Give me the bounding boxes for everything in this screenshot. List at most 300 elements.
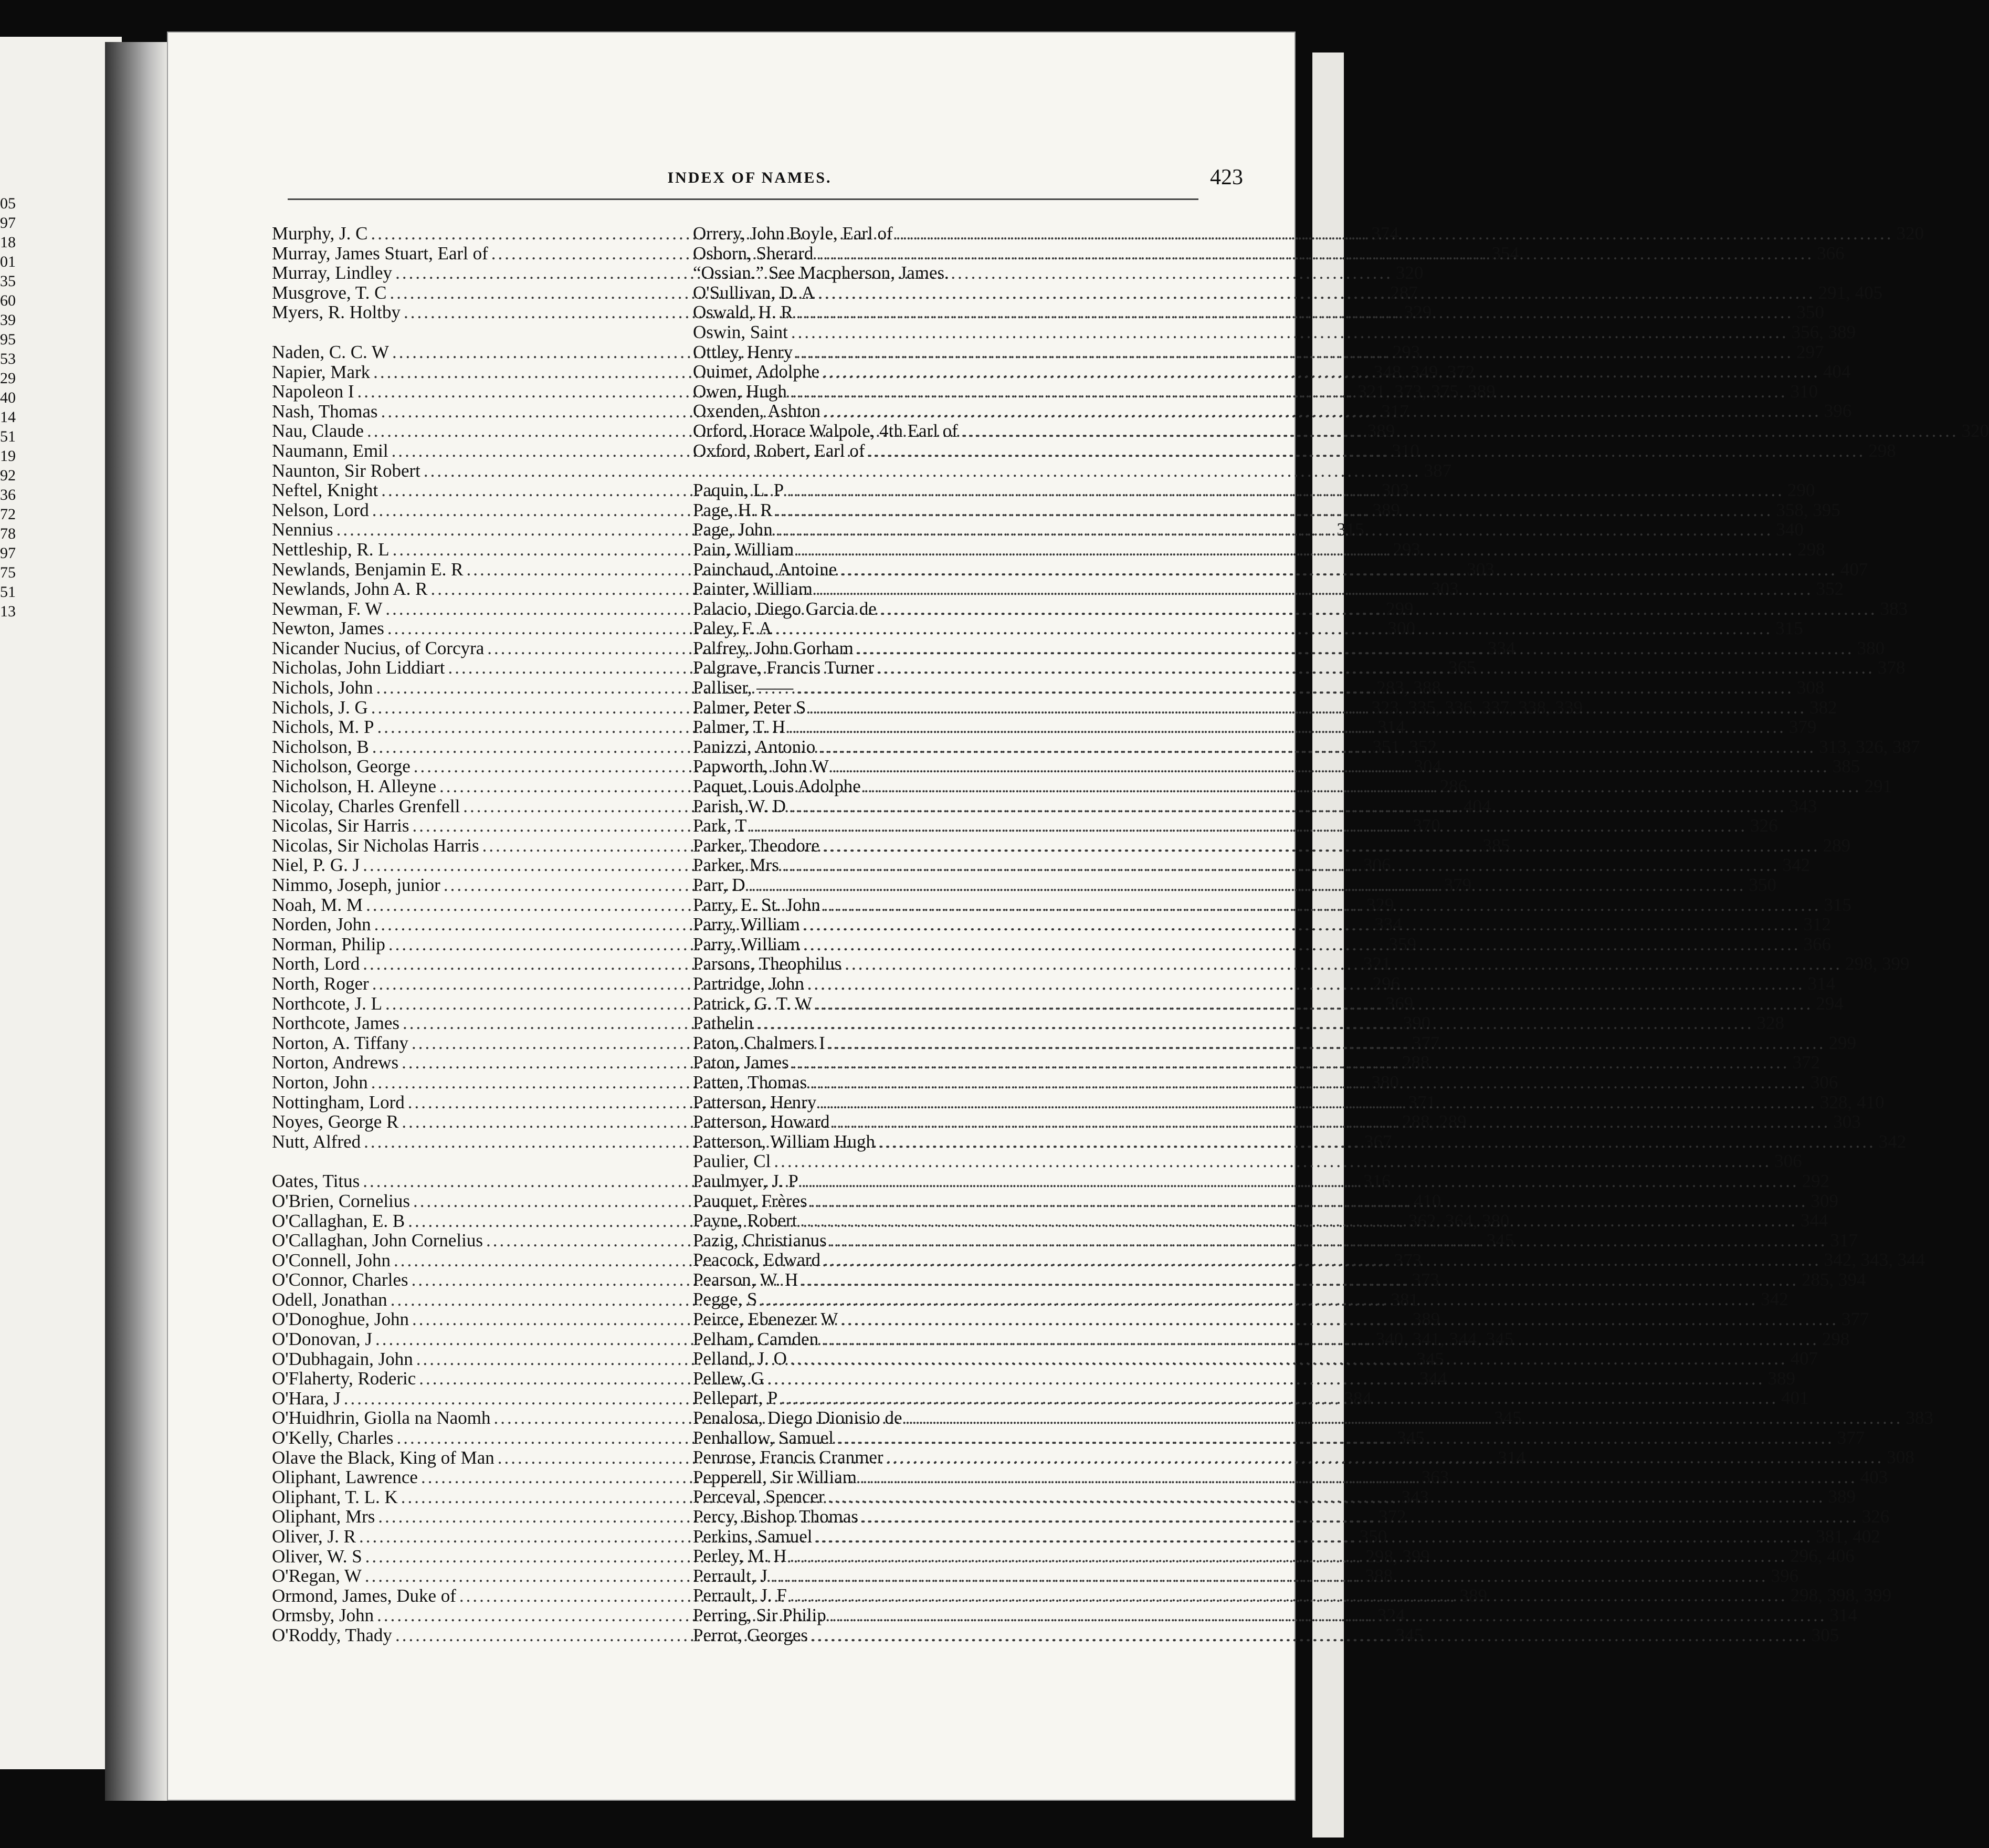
entry-pages: 294 xyxy=(1816,993,1844,1014)
entry-name: Parker, Mrs xyxy=(693,855,779,876)
entry-pages: 389 xyxy=(1767,1368,1796,1389)
entry-pages: 340, 341, 344, 345 xyxy=(1375,1329,1514,1350)
entry-name: O'Dubhagain, John xyxy=(272,1348,413,1369)
entry-pages: 388 xyxy=(1365,1566,1393,1587)
entry-name: Pazig, Christianus xyxy=(693,1230,827,1251)
entry-pages: 351, 352 xyxy=(1372,736,1437,757)
entry-pages: 299 xyxy=(1386,598,1414,619)
entry-name: Park, T xyxy=(693,815,747,836)
entry-pages: 410 xyxy=(1413,1190,1441,1211)
entry-name: Perley, M. H xyxy=(693,1546,787,1567)
leader-dots xyxy=(861,776,1865,796)
entry-pages: 321, 373, 375, 389 xyxy=(1357,381,1496,402)
entry-name: Naunton, Sir Robert xyxy=(272,460,420,481)
leader-dots xyxy=(787,1546,1791,1566)
entry-pages: 306 xyxy=(1774,1151,1802,1172)
leader-dots xyxy=(812,1527,1816,1547)
leader-dots xyxy=(800,934,1804,954)
entry-name: Osborn, Sherard xyxy=(693,243,814,264)
facing-page-fragment: 53 xyxy=(0,350,16,368)
leader-dots xyxy=(818,1329,1822,1349)
entry-name: Nottingham, Lord xyxy=(272,1091,405,1112)
entry-name: Northcote, James xyxy=(272,1013,399,1034)
entry-pages: 317 xyxy=(1381,401,1409,422)
entry-pages: 363 xyxy=(1421,1467,1449,1488)
entry-name: Pelland, J. O xyxy=(693,1348,787,1369)
entry-pages: 380 xyxy=(1371,1072,1399,1093)
entry-pages: 372 xyxy=(1378,1506,1406,1527)
leader-dots xyxy=(874,658,1878,678)
facing-page-fragment: 97 xyxy=(0,214,16,232)
entry-pages: 389 xyxy=(1367,421,1395,442)
entry-pages: 300 xyxy=(1387,618,1416,639)
entry-pages: 303 xyxy=(1431,579,1459,600)
entry-pages: 298, 399 xyxy=(1845,953,1910,974)
entry-name: Penalosa, Diego Dionisio de xyxy=(693,1408,902,1429)
entry-name: Patrick, G. T. W xyxy=(693,993,813,1014)
entry-pages: 340 xyxy=(1776,519,1804,540)
leader-dots xyxy=(865,441,1869,461)
entry-name: Nennius xyxy=(272,519,333,540)
entry-pages: 285, 394 xyxy=(1802,1269,1866,1290)
entry-name: Newman, F. W xyxy=(272,598,383,619)
entry-pages: 401 xyxy=(1781,1388,1809,1409)
entry-pages: 317 xyxy=(1830,1230,1858,1251)
entry-pages: 407 xyxy=(1790,1348,1818,1369)
index-entry xyxy=(693,321,1856,342)
entry-name: Nicholas, John Liddiart xyxy=(272,657,445,678)
entry-name: Ormsby, John xyxy=(272,1605,374,1626)
entry-pages: 373 xyxy=(1412,1269,1439,1290)
entry-name: Perrot, Georges xyxy=(693,1624,808,1645)
leader-dots xyxy=(958,421,1962,441)
entry-name: Pauquet, Frères xyxy=(693,1190,807,1211)
entry-pages: 407 xyxy=(1840,559,1868,580)
entry-name: Newlands, Benjamin E. R xyxy=(272,559,464,580)
entry-pages: 371 xyxy=(1408,1091,1436,1112)
leader-dots xyxy=(893,224,1897,244)
entry-name: Nimmo, Joseph, junior xyxy=(272,875,440,895)
leader-dots xyxy=(820,401,1824,421)
leader-dots xyxy=(798,1171,1802,1191)
entry-name: Orford, Horace Walpole, 4th Earl of xyxy=(693,420,958,441)
entry-name: Painter, William xyxy=(693,579,813,600)
entry-pages: 359 xyxy=(1388,933,1417,954)
entry-pages: 312 xyxy=(1803,914,1831,935)
leader-dots xyxy=(813,244,1817,264)
entry-name: Parry, E. St. John xyxy=(693,894,820,915)
entry-name: O'Brien, Cornelius xyxy=(272,1190,410,1211)
entry-pages: 303 xyxy=(1467,559,1495,580)
entry-name: Nau, Claude xyxy=(272,421,364,442)
index-page xyxy=(167,32,1989,1801)
leader-dots xyxy=(773,520,1776,540)
entry-name: O'Callaghan, John Cornelius xyxy=(272,1230,483,1251)
entry-name: Naden, C. C. W xyxy=(272,341,389,362)
entry-name: Pathelin xyxy=(693,1013,753,1034)
entry-pages: 293 xyxy=(1393,539,1420,560)
entry-name: Peacock, Edward xyxy=(693,1250,820,1270)
leader-dots xyxy=(825,1487,1828,1507)
entry-name: Pegge, S xyxy=(693,1289,757,1310)
entry-name: Oxenden, Ashton xyxy=(693,401,821,422)
page-title: INDEX OF NAMES. xyxy=(667,169,832,186)
facing-page-fragment: 14 xyxy=(0,408,16,426)
leader-dots xyxy=(875,1132,1879,1152)
facing-page-fragment: 72 xyxy=(0,506,16,523)
entry-name: Peirce, Ebenezer W xyxy=(693,1309,838,1330)
entry-pages: 315 xyxy=(1775,618,1803,639)
entry-pages: 313, 326, 387 xyxy=(1819,736,1920,757)
entry-pages: 306 xyxy=(1363,855,1391,876)
entry-pages: 380 xyxy=(1857,637,1885,658)
entry-name: Pelham, Camden xyxy=(693,1328,819,1349)
entry-pages: 389 xyxy=(1459,1585,1488,1606)
facing-page-fragment: 51 xyxy=(0,428,16,445)
leader-dots xyxy=(830,1112,1834,1132)
entry-pages: 296 xyxy=(1372,973,1400,994)
entry-name: Parr, D xyxy=(693,875,745,895)
entry-name: Papworth, John W xyxy=(693,756,829,777)
entry-name: Ottley, Henry xyxy=(693,341,793,362)
entry-pages: 366 xyxy=(1817,243,1845,264)
facing-page-fragment: 60 xyxy=(0,292,16,309)
header-rule xyxy=(288,198,1198,200)
leader-dots xyxy=(808,1625,1812,1645)
leader-dots xyxy=(771,1151,1774,1171)
entry-name: Penhallow, Samuel xyxy=(693,1427,834,1448)
entry-name: Nicolas, Sir Harris xyxy=(272,815,409,836)
entry-pages: 292 xyxy=(1802,1170,1830,1191)
entry-pages: 354 xyxy=(1491,243,1520,264)
entry-pages: 298 xyxy=(1822,1328,1850,1349)
entry-pages: 324 xyxy=(1377,1605,1405,1626)
entry-pages: 291, 405 xyxy=(1818,282,1883,303)
entry-name: Nicholson, B xyxy=(272,736,369,757)
leader-dots xyxy=(902,1408,1906,1428)
entry-name: Nicholson, George xyxy=(272,756,411,777)
entry-pages: 404 xyxy=(1464,795,1491,816)
entry-name: Pain, William xyxy=(693,539,794,560)
entry-name: Oliver, W. S xyxy=(272,1546,362,1567)
leader-dots xyxy=(773,500,1776,520)
entry-name: Nutt, Alfred xyxy=(272,1131,361,1152)
entry-pages: 343 xyxy=(1789,795,1817,816)
entry-pages: 377 xyxy=(1412,1032,1440,1053)
index-entry xyxy=(693,1151,1802,1172)
entry-pages: 299 xyxy=(1828,1032,1857,1053)
entry-name: Pearson, W. H xyxy=(693,1269,798,1290)
leader-dots xyxy=(815,283,1818,303)
entry-pages: 345 xyxy=(1486,1230,1514,1251)
leader-dots xyxy=(829,757,1833,776)
entry-name: Norton, John xyxy=(272,1072,368,1093)
entry-name: Paton, Chalmers I xyxy=(693,1032,825,1053)
entry-name: “Ossian.” See Macpherson, James. xyxy=(693,262,949,284)
facing-page-fragment: 01 xyxy=(0,253,16,270)
entry-name: Paley, F. A xyxy=(693,618,772,639)
entry-name: Nicolas, Sir Nicholas Harris xyxy=(272,835,479,856)
leader-dots xyxy=(841,954,1845,974)
entry-name: O'Hara, J xyxy=(272,1388,341,1409)
entry-name: O'Donoghue, John xyxy=(272,1309,409,1330)
entry-pages: 389 xyxy=(1828,1486,1856,1507)
leader-dots xyxy=(825,1033,1829,1053)
leader-dots xyxy=(804,974,1808,994)
entry-pages: 350 xyxy=(1796,302,1824,323)
leader-dots xyxy=(794,540,1797,560)
leader-dots xyxy=(858,1507,1862,1527)
leader-dots xyxy=(819,362,1823,382)
entry-name: Olave the Black, King of Man xyxy=(272,1447,494,1468)
entry-name: O'Huidhrin, Giolla na Naomh xyxy=(272,1408,491,1429)
entry-name: Panizzi, Antonio xyxy=(693,736,816,757)
entry-pages: 344 xyxy=(1419,1368,1447,1389)
entry-pages: 328, 410 xyxy=(1819,1091,1885,1112)
entry-name: Oates, Titus xyxy=(272,1171,360,1192)
entry-name: Nash, Thomas xyxy=(272,401,378,422)
leader-dots xyxy=(757,1289,1761,1309)
entry-name: Oliver, J. R xyxy=(272,1526,356,1547)
entry-name: Nelson, Lord xyxy=(272,499,369,520)
entry-name: Norman, Philip xyxy=(272,933,385,954)
entry-pages: 384 xyxy=(1344,1388,1372,1409)
entry-pages: 314 xyxy=(1377,717,1405,738)
entry-name: O'Connell, John xyxy=(272,1250,391,1270)
entry-pages: 315 xyxy=(1336,519,1364,540)
leader-dots xyxy=(816,1093,1820,1112)
book-gutter xyxy=(105,42,168,1801)
entry-pages: 345 xyxy=(1395,1624,1424,1645)
facing-page-fragment: 51 xyxy=(0,583,16,601)
entry-name: Oliphant, Mrs xyxy=(272,1506,375,1527)
entry-pages: 316 xyxy=(1363,1171,1391,1192)
leader-dots xyxy=(767,1566,1771,1586)
entry-pages: 365 xyxy=(1448,657,1476,678)
leader-dots xyxy=(812,994,1816,1014)
facing-page-fragment: 92 xyxy=(0,467,16,484)
entry-pages: 320 xyxy=(1395,262,1424,284)
entry-name: Myers, R. Holtby xyxy=(272,302,401,323)
entry-name: Nicholson, H. Alleyne xyxy=(272,776,437,797)
leader-dots xyxy=(746,816,1750,836)
entry-name: Ormond, James, Duke of xyxy=(272,1585,456,1606)
entry-name: Murphy, J. C xyxy=(272,223,368,244)
leader-dots xyxy=(787,382,1791,402)
entry-pages: 345 xyxy=(1397,1427,1425,1448)
page-number: 423 xyxy=(1210,165,1243,190)
entry-name: Nicander Nucius, of Corcyra xyxy=(272,637,485,658)
entry-pages: 303 xyxy=(1381,480,1409,501)
entry-pages: 329 xyxy=(1366,894,1394,915)
entry-pages: 390 xyxy=(1403,1013,1431,1034)
entry-name: Perrault, J. F xyxy=(693,1585,787,1606)
entry-pages: 320 xyxy=(1896,223,1924,244)
leader-dots xyxy=(820,1250,1824,1270)
entry-pages: 314 xyxy=(1807,973,1836,994)
entry-name: Owen, Hugh xyxy=(693,381,787,402)
entry-pages: 383 xyxy=(1880,598,1908,619)
entry-name: Nettleship, R. L xyxy=(272,539,390,560)
leader-dots xyxy=(877,599,1880,619)
leader-dots xyxy=(857,1467,1860,1487)
entry-name: Murray, James Stuart, Earl of xyxy=(272,243,488,264)
entry-name: Noah, M. M xyxy=(272,894,363,915)
entry-name: Paquin, L. P xyxy=(693,480,784,501)
entry-pages: 373 xyxy=(1394,1250,1422,1270)
leader-dots xyxy=(793,342,1796,362)
entry-name: Pellew, G xyxy=(693,1368,764,1389)
leader-dots xyxy=(800,915,1804,934)
entry-pages: 372 xyxy=(1792,1052,1820,1073)
leader-dots xyxy=(788,322,1792,342)
entry-pages: 308 xyxy=(1796,677,1825,698)
entry-pages: 396 xyxy=(1824,401,1852,422)
entry-name: Payne, Robert xyxy=(693,1210,797,1231)
entry-pages: 326 xyxy=(1750,815,1778,836)
entry-name: Nicolay, Charles Grenfell xyxy=(272,795,460,816)
entry-pages: 389 xyxy=(1412,1309,1440,1330)
facing-page-fragment: 18 xyxy=(0,234,16,251)
entry-name: Patten, Thomas xyxy=(693,1072,807,1093)
facing-page-fragment: 19 xyxy=(0,447,16,465)
entry-pages: 367 xyxy=(1364,1131,1392,1152)
entry-name: Palgrave, Francis Turner xyxy=(693,657,875,678)
entry-pages: 382 xyxy=(1809,697,1837,718)
entry-pages: 334 xyxy=(1374,914,1402,935)
entry-pages: 369 xyxy=(1385,993,1414,1014)
entry-name: Percy, Bishop Thomas xyxy=(693,1506,858,1527)
entry-name: Oswin, Saint xyxy=(693,321,788,342)
facing-page-edge xyxy=(0,37,122,1769)
entry-name: Palmer, Peter S xyxy=(693,697,806,718)
entry-name: O'Donovan, J xyxy=(272,1329,373,1350)
leader-dots xyxy=(819,836,1823,856)
entry-name: Northcote, J. L xyxy=(272,993,382,1014)
leader-dots xyxy=(807,1073,1811,1093)
entry-pages: 385 xyxy=(1482,835,1510,856)
entry-pages: 379 xyxy=(1788,717,1817,738)
leader-dots xyxy=(854,638,1857,658)
entry-pages: 303 xyxy=(1833,1111,1861,1132)
entry-pages: 345 xyxy=(1494,1408,1522,1429)
entry-pages: 342 xyxy=(1761,1289,1788,1310)
entry-name: Palfrey, John Gorham xyxy=(693,637,854,658)
entry-name: Patterson, William Hugh xyxy=(693,1131,875,1152)
entry-name: Parsons, Theophilus xyxy=(693,953,842,974)
entry-pages: 383 xyxy=(1906,1408,1933,1429)
leader-dots xyxy=(779,855,1783,875)
leader-dots xyxy=(787,1586,1791,1605)
entry-name: Oswald, H. R xyxy=(693,302,793,323)
letter-section-gap xyxy=(693,460,1084,480)
entry-pages: 308 xyxy=(1887,1447,1914,1468)
facing-page-fragment: 78 xyxy=(0,525,16,542)
entry-pages: 381 xyxy=(1391,1289,1418,1310)
leader-dots xyxy=(834,1428,1837,1448)
leader-dots xyxy=(813,579,1816,599)
facing-page-fragment: 97 xyxy=(0,544,16,562)
leader-dots xyxy=(753,1013,1757,1033)
entry-pages: 289 xyxy=(1823,835,1851,856)
entry-pages: 356, 389 xyxy=(1791,321,1856,342)
entry-pages: 387 xyxy=(1424,460,1452,481)
entry-pages: 344 xyxy=(1801,1210,1828,1231)
facing-page-fragment: 05 xyxy=(0,195,16,212)
entry-pages: 283, 388 xyxy=(1376,677,1441,698)
facing-page-fragment: 35 xyxy=(0,272,16,290)
entry-name: Neftel, Knight xyxy=(272,480,378,501)
entry-name: Paton, James xyxy=(693,1052,789,1073)
entry-name: Parish, W. D xyxy=(693,795,786,816)
entry-pages: 314 xyxy=(1829,1604,1858,1625)
entry-name: Nichols, J. G xyxy=(272,697,368,718)
entry-name: Oliphant, T. L. K xyxy=(272,1486,398,1507)
entry-pages: 298, 398, 399 xyxy=(1790,1585,1892,1606)
entry-name: Naumann, Emil xyxy=(272,440,388,461)
leader-dots xyxy=(785,717,1789,737)
entry-name: Perkins, Samuel xyxy=(693,1526,813,1547)
entry-pages: 358, 395 xyxy=(1776,499,1840,520)
leader-dots xyxy=(815,737,1819,757)
entry-name: Noyes, George R xyxy=(272,1111,399,1132)
entry-pages: 377 xyxy=(1841,1309,1869,1330)
entry-pages: 287 xyxy=(1390,282,1418,303)
entry-pages: 370 xyxy=(1413,815,1440,836)
entry-pages: 350 xyxy=(1359,1526,1387,1547)
facing-page-fragment: 36 xyxy=(0,486,16,503)
running-header xyxy=(167,165,1296,190)
entry-pages: 306 xyxy=(1810,1072,1838,1093)
entry-pages: 342 xyxy=(1782,855,1811,876)
entry-pages: 379 xyxy=(1444,875,1472,895)
leader-dots xyxy=(797,1211,1801,1231)
facing-page-fragment: 40 xyxy=(0,389,16,406)
entry-name: Niel, P. G. J xyxy=(272,855,360,876)
entry-name: Paulier, Cl xyxy=(693,1151,771,1172)
facing-page-fragment: 75 xyxy=(0,564,16,581)
leader-dots xyxy=(787,1349,1791,1369)
entry-name: Murray, Lindley xyxy=(272,262,393,284)
leader-dots xyxy=(883,1447,1887,1467)
leader-dots xyxy=(793,678,1797,698)
entry-name: O'Callaghan, E. B xyxy=(272,1210,405,1231)
entry-name: Patterson, Howard xyxy=(693,1111,830,1132)
leader-dots xyxy=(798,1270,1802,1290)
leader-dots xyxy=(806,698,1809,718)
entry-name: Paquet, Louis Adolphe xyxy=(693,776,861,797)
entry-name: Napoleon I xyxy=(272,381,354,402)
entry-name: Perring, Sir Philip xyxy=(693,1604,826,1625)
leader-dots xyxy=(807,1191,1811,1211)
entry-name: Oliphant, Lawrence xyxy=(272,1467,418,1488)
entry-name: Parry, William xyxy=(693,914,800,935)
entry-name: Partridge, John xyxy=(693,973,804,994)
entry-pages: 321 xyxy=(1363,953,1391,974)
entry-name: O'Regan, W xyxy=(272,1566,362,1587)
entry-pages: 298 xyxy=(1868,440,1896,461)
entry-name: Nichols, M. P xyxy=(272,717,374,738)
entry-name: Napier, Mark xyxy=(272,361,371,382)
entry-name: O'Roddy, Thady xyxy=(272,1624,392,1645)
entry-name: Page, John xyxy=(693,519,773,540)
entry-pages: 298 xyxy=(1797,539,1825,560)
entry-pages: 309 xyxy=(1811,1190,1838,1211)
entry-name: Palmer, T. H xyxy=(693,717,786,738)
entry-pages: 377 xyxy=(1837,1427,1865,1448)
entry-pages: 342, 343, 344 xyxy=(1824,1250,1925,1270)
entry-pages: 329 xyxy=(1404,302,1432,323)
